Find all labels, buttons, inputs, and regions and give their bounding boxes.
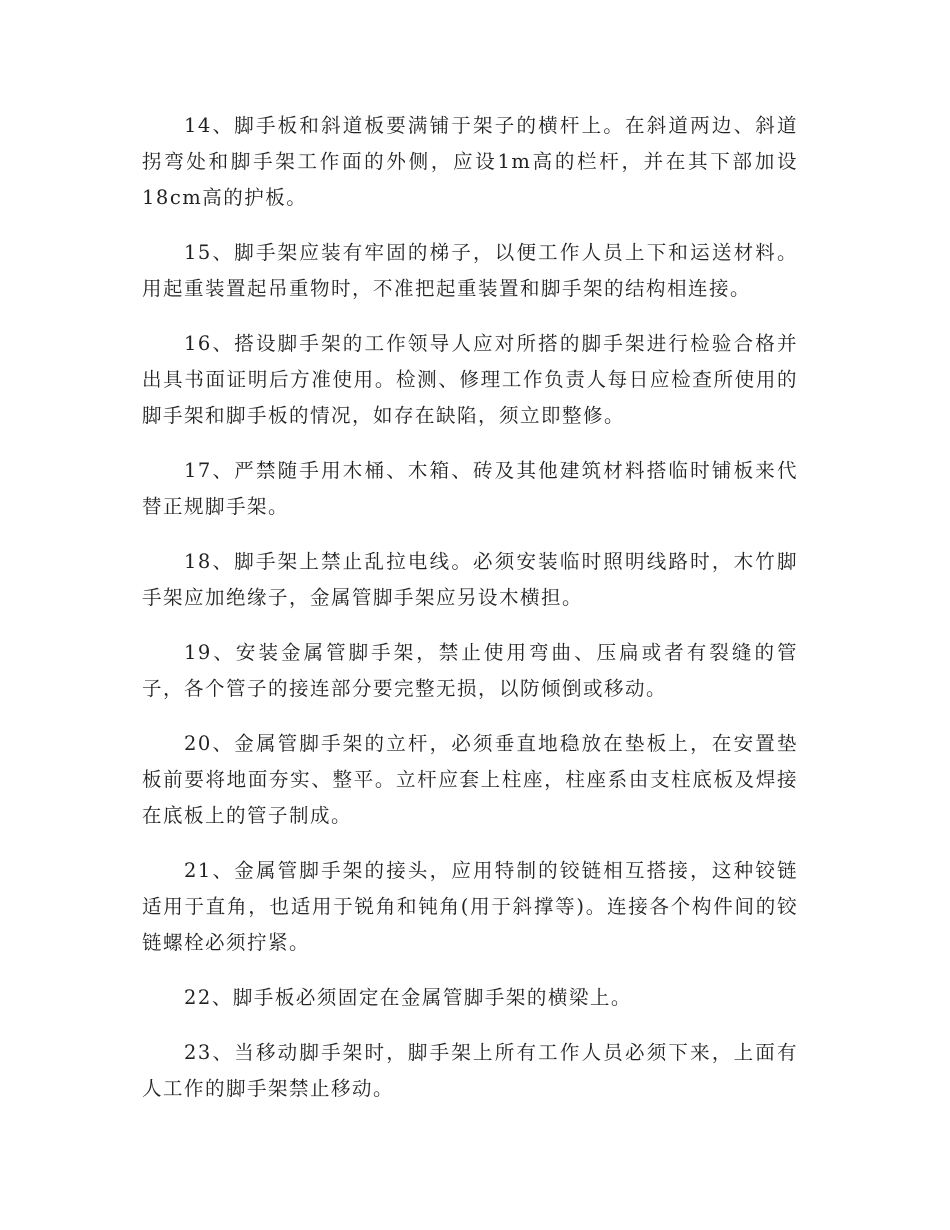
paragraph-16: 16、搭设脚手架的工作领导人应对所搭的脚手架进行检验合格并出具书面证明后方准使用。检测、修理工作负责人每日应检查所使用的脚手架和脚手板的情况，如存在缺陷，须立即整修。 bbox=[142, 332, 798, 427]
paragraph-17: 17、严禁随手用木桶、木箱、砖及其他建筑材料搭临时铺板来代替正规脚手架。 bbox=[142, 459, 798, 518]
paragraph-15: 15、脚手架应装有牢固的梯子，以便工作人员上下和运送材料。用起重装置起吊重物时，不准把起重装置和脚手架的结构相连接。 bbox=[142, 241, 798, 300]
paragraph-22: 22、脚手板必须固定在金属管脚手架的横梁上。 bbox=[184, 986, 632, 1009]
paragraph-21: 21、金属管脚手架的接头，应用特制的铰链相互搭接，这种铰链适用于直角，也适用于锐角和钝角(用于斜撑等)。连接各个构件间的铰链螺栓必须拧紧。 bbox=[142, 859, 798, 954]
paragraph-14: 14、脚手板和斜道板要满铺于架子的横杆上。在斜道两边、斜道拐弯处和脚手架工作面的外侧，应设1m高的栏杆，并在其下部加设18cm高的护板。 bbox=[142, 114, 798, 209]
paragraph-23: 23、当移动脚手架时，脚手架上所有工作人员必须下来，上面有人工作的脚手架禁止移动。 bbox=[142, 1041, 798, 1100]
paragraph-20: 20、金属管脚手架的立杆，必须垂直地稳放在垫板上，在安置垫板前要将地面夯实、整平。立杆应套上柱座，柱座系由支柱底板及焊接在底板上的管子制成。 bbox=[142, 732, 798, 827]
paragraph-18: 18、脚手架上禁止乱拉电线。必须安装临时照明线路时，木竹脚手架应加绝缘子，金属管脚手架应另设木横担。 bbox=[142, 550, 798, 609]
document-body bbox=[142, 108, 798, 1126]
paragraph-19: 19、安装金属管脚手架，禁止使用弯曲、压扁或者有裂缝的管子，各个管子的接连部分要完整无损，以防倾倒或移动。 bbox=[142, 641, 798, 700]
